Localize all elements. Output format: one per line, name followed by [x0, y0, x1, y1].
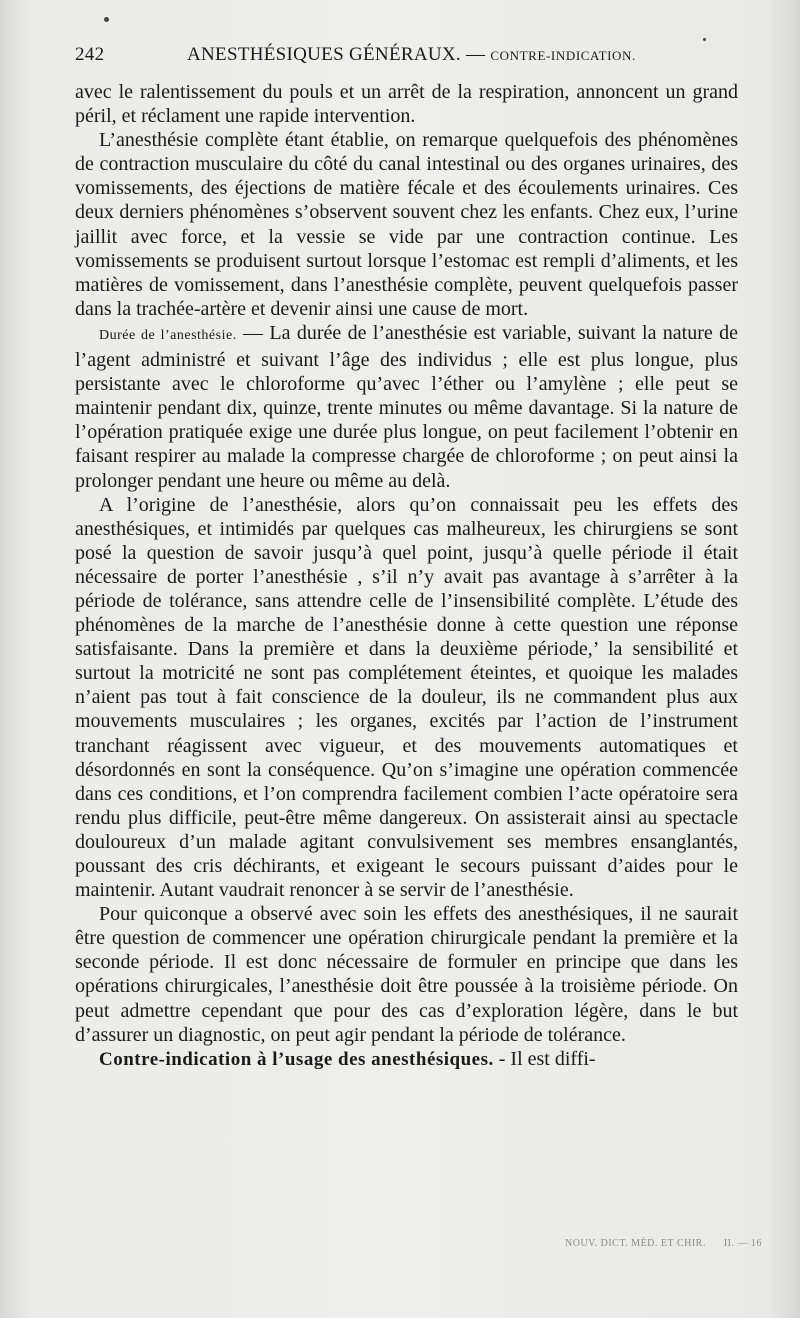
page-number: 242 [75, 44, 105, 65]
paragraph-duration-text: — La durée de l’anesthésie est variable, suivant la nature de l’agent administré et suivant l’âge des individus ; elle est plus longue, plus persistante avec le chloroforme qu’avec l’éther ou l’amylène ; elle peut se maintenir pendant dix, quinze, trente minutes ou même davantage. Si la nature de l’opération pratiquée exige une durée plus longue, on peut facilement l’obtenir en faisant respirer au malade la compresse chargée de chloroforme ; on peut ainsi la prolonger pendant une heure ou même au delà. [75, 321, 739, 492]
ink-speck [703, 38, 706, 41]
signature-text: NOUV. DICT. MÉD. ET CHIR. [565, 1238, 706, 1249]
header-subtitle: CONTRE-INDICATION. [490, 48, 636, 63]
signature-line [565, 1238, 762, 1249]
paragraph-contraindication [75, 1047, 738, 1072]
paragraph-duration [75, 321, 738, 493]
paragraph-complete-anesthesia: L’anesthésie complète étant établie, on remarque quelquefois des phénomènes de contraction musculaire du côté du canal intestinal ou des organes urinaires, des vomissements, des éjections de matière fécale et des écoulements urinaires. Ces deux derniers phénomènes s’observent souvent chez les enfants. Chez eux, l’urine jaillit avec force, et la vessie se vide par une contraction continue. Les vomissements se produisent surtout lorsque l’estomac est rempli d’aliments, et les matières de vomissement, dans l’anesthésie complète, peuvent quelquefois passer dans la trachée-artère et devenir ainsi une cause de mort. [75, 129, 738, 320]
ink-speck [104, 17, 109, 22]
header-dash: — [466, 44, 486, 65]
section-heading-contraindication: Contre-indication à l’usage des anesthésiques. [99, 1048, 494, 1070]
running-header [75, 44, 740, 74]
running-title [187, 44, 636, 66]
paragraph-continuation: avec le ralentissement du pouls et un arrêt de la respiration, annoncent un grand péril, et réclament une rapide intervention. [75, 81, 738, 128]
paragraph-conclusion: Pour quiconque a observé avec soin les effets des anesthésiques, il ne saurait être question de commencer une opération chirurgicale pendant la première et la seconde période. Il est donc nécessaire de formuler en principe que dans les opérations chirurgicales, l’anesthésie doit être poussée à la troisième période. On peut admettre cependant que pour des cas d’exploration légère, dans le but d’assurer un diagnostic, on peut agir pendant la période de tolérance. [75, 903, 738, 1046]
page-body [75, 80, 738, 1072]
paragraph-origin: A l’origine de l’anesthésie, alors qu’on connaissait peu les effets des anesthésiques, et intimidés par quelques cas malheureux, les chirurgiens se sont posé la question de savoir jusqu’à quel point, jusqu’à quelle période il était nécessaire de porter l’anesthésie , s’il n’y avait pas avantage à s’arrêter à la période de tolérance, sans attendre celle de l’insensibilité complète. L’étude des phénomènes de la marche de l’anesthésie donne à cette question une réponse satisfaisante. Dans la première et dans la deuxième période,’ la sensibilité et surtout la motricité ne sont pas complétement éteintes, et quoique les malades n’aient pas tout à fait conscience de la douleur, ils ne commandent plus aux mouvements musculaires ; les organes, excités par l’action de l’instrument tranchant réagissent avec vigueur, et des mouvements automatiques et désordonnés en sont la conséquence. Qu’on s’imagine une opération commencée dans ces conditions, et l’on comprendra facilement combien l’acte opératoire sera rendu plus difficile, peut-être même dangereux. On assisterait ainsi au spectacle douloureux d’un malade agitant convulsivement ses membres ensanglantés, poussant des cris déchirants, et exigeant le secours puissant d’aides pour le maintenir. Autant vaudrait renoncer à se servir de l’anesthésie. [75, 493, 738, 902]
section-heading-duration: Durée de l’anesthésie. [99, 327, 237, 343]
header-title: ANESTHÉSIQUES GÉNÉRAUX. [187, 44, 461, 65]
paragraph-contraindication-text: - Il est diffi- [493, 1047, 596, 1070]
sheet-number: II. — 16 [723, 1238, 763, 1249]
